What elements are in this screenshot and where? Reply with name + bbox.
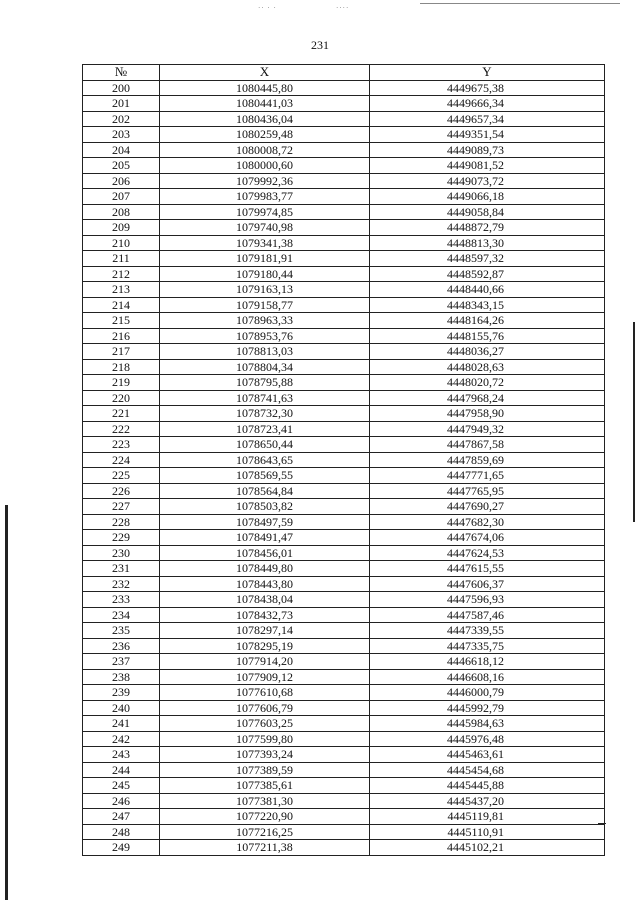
point-number-cell: 243 [83, 747, 160, 763]
table-row [83, 80, 605, 96]
point-number-cell: 225 [83, 468, 160, 484]
table-row [83, 189, 605, 205]
point-number-cell: 204 [83, 142, 160, 158]
table-row [83, 111, 605, 127]
point-number-cell: 248 [83, 824, 160, 840]
x-coordinate-cell: 1078443,80 [160, 576, 370, 592]
table-row [83, 235, 605, 251]
point-number-cell: 216 [83, 328, 160, 344]
y-coordinate-cell: 4447859,69 [370, 452, 605, 468]
y-coordinate-cell: 4447968,24 [370, 390, 605, 406]
table-row [83, 716, 605, 732]
point-number-cell: 237 [83, 654, 160, 670]
point-number-cell: 249 [83, 840, 160, 856]
coordinates-table [82, 64, 605, 856]
table-row [83, 824, 605, 840]
column-header-number: № [83, 65, 160, 81]
x-coordinate-cell: 1077220,90 [160, 809, 370, 825]
x-coordinate-cell: 1078723,41 [160, 421, 370, 437]
x-coordinate-cell: 1080445,80 [160, 80, 370, 96]
table-row [83, 266, 605, 282]
scan-noise-top-right: ···· [336, 4, 350, 12]
table-header-row [83, 65, 605, 81]
point-number-cell: 244 [83, 762, 160, 778]
y-coordinate-cell: 4447339,55 [370, 623, 605, 639]
x-coordinate-cell: 1078732,30 [160, 406, 370, 422]
point-number-cell: 201 [83, 96, 160, 112]
point-number-cell: 211 [83, 251, 160, 267]
y-coordinate-cell: 4449657,34 [370, 111, 605, 127]
y-coordinate-cell: 4445976,48 [370, 731, 605, 747]
table-row [83, 793, 605, 809]
point-number-cell: 233 [83, 592, 160, 608]
x-coordinate-cell: 1079992,36 [160, 173, 370, 189]
y-coordinate-cell: 4448028,63 [370, 359, 605, 375]
x-coordinate-cell: 1078813,03 [160, 344, 370, 360]
table-row [83, 344, 605, 360]
point-number-cell: 220 [83, 390, 160, 406]
point-number-cell: 218 [83, 359, 160, 375]
table-row [83, 158, 605, 174]
point-number-cell: 232 [83, 576, 160, 592]
table-body [83, 80, 605, 855]
y-coordinate-cell: 4445437,20 [370, 793, 605, 809]
y-coordinate-cell: 4448440,66 [370, 282, 605, 298]
y-coordinate-cell: 4448020,72 [370, 375, 605, 391]
table-row [83, 173, 605, 189]
x-coordinate-cell: 1079341,38 [160, 235, 370, 251]
table-row [83, 762, 605, 778]
x-coordinate-cell: 1079180,44 [160, 266, 370, 282]
x-coordinate-cell: 1078297,14 [160, 623, 370, 639]
point-number-cell: 227 [83, 499, 160, 515]
table-row [83, 204, 605, 220]
y-coordinate-cell: 4446000,79 [370, 685, 605, 701]
point-number-cell: 247 [83, 809, 160, 825]
y-coordinate-cell: 4445454,68 [370, 762, 605, 778]
point-number-cell: 226 [83, 483, 160, 499]
y-coordinate-cell: 4447335,75 [370, 638, 605, 654]
point-number-cell: 209 [83, 220, 160, 236]
table-row [83, 313, 605, 329]
x-coordinate-cell: 1077599,80 [160, 731, 370, 747]
x-coordinate-cell: 1078503,82 [160, 499, 370, 515]
x-coordinate-cell: 1077610,68 [160, 685, 370, 701]
y-coordinate-cell: 4445445,88 [370, 778, 605, 794]
x-coordinate-cell: 1078650,44 [160, 437, 370, 453]
point-number-cell: 213 [83, 282, 160, 298]
y-coordinate-cell: 4448597,32 [370, 251, 605, 267]
table-row [83, 282, 605, 298]
point-number-cell: 228 [83, 514, 160, 530]
x-coordinate-cell: 1078804,34 [160, 359, 370, 375]
y-coordinate-cell: 4447674,06 [370, 530, 605, 546]
x-coordinate-cell: 1078491,47 [160, 530, 370, 546]
point-number-cell: 224 [83, 452, 160, 468]
point-number-cell: 221 [83, 406, 160, 422]
y-coordinate-cell: 4447867,58 [370, 437, 605, 453]
table-row [83, 685, 605, 701]
table-row [83, 359, 605, 375]
point-number-cell: 202 [83, 111, 160, 127]
y-coordinate-cell: 4447690,27 [370, 499, 605, 515]
table-row [83, 297, 605, 313]
x-coordinate-cell: 1078497,59 [160, 514, 370, 530]
scan-edge-right [633, 322, 635, 522]
x-coordinate-cell: 1080008,72 [160, 142, 370, 158]
point-number-cell: 245 [83, 778, 160, 794]
x-coordinate-cell: 1077381,30 [160, 793, 370, 809]
y-coordinate-cell: 4448872,79 [370, 220, 605, 236]
x-coordinate-cell: 1080259,48 [160, 127, 370, 143]
point-number-cell: 210 [83, 235, 160, 251]
x-coordinate-cell: 1078643,65 [160, 452, 370, 468]
x-coordinate-cell: 1078795,88 [160, 375, 370, 391]
table-row [83, 514, 605, 530]
x-coordinate-cell: 1079181,91 [160, 251, 370, 267]
x-coordinate-cell: 1079158,77 [160, 297, 370, 313]
x-coordinate-cell: 1078449,80 [160, 561, 370, 577]
y-coordinate-cell: 4448813,30 [370, 235, 605, 251]
table-row [83, 669, 605, 685]
x-coordinate-cell: 1077216,25 [160, 824, 370, 840]
point-number-cell: 239 [83, 685, 160, 701]
y-coordinate-cell: 4447615,55 [370, 561, 605, 577]
y-coordinate-cell: 4449081,52 [370, 158, 605, 174]
table-row [83, 731, 605, 747]
y-coordinate-cell: 4449351,54 [370, 127, 605, 143]
y-coordinate-cell: 4449675,38 [370, 80, 605, 96]
y-coordinate-cell: 4447596,93 [370, 592, 605, 608]
table-row [83, 468, 605, 484]
point-number-cell: 236 [83, 638, 160, 654]
y-coordinate-cell: 4445110,91 [370, 824, 605, 840]
x-coordinate-cell: 1077211,38 [160, 840, 370, 856]
table-row [83, 421, 605, 437]
x-coordinate-cell: 1078564,84 [160, 483, 370, 499]
table-row [83, 328, 605, 344]
table-row [83, 406, 605, 422]
x-coordinate-cell: 1078741,63 [160, 390, 370, 406]
y-coordinate-cell: 4445463,61 [370, 747, 605, 763]
table-row [83, 390, 605, 406]
x-coordinate-cell: 1080441,03 [160, 96, 370, 112]
point-number-cell: 219 [83, 375, 160, 391]
column-header-y: Y [370, 65, 605, 81]
x-coordinate-cell: 1078295,19 [160, 638, 370, 654]
point-number-cell: 229 [83, 530, 160, 546]
x-coordinate-cell: 1080000,60 [160, 158, 370, 174]
point-number-cell: 230 [83, 545, 160, 561]
table-row [83, 545, 605, 561]
point-number-cell: 231 [83, 561, 160, 577]
table-row [83, 437, 605, 453]
point-number-cell: 238 [83, 669, 160, 685]
table-row [83, 623, 605, 639]
table-row [83, 530, 605, 546]
x-coordinate-cell: 1077909,12 [160, 669, 370, 685]
point-number-cell: 205 [83, 158, 160, 174]
table-row [83, 809, 605, 825]
point-number-cell: 240 [83, 700, 160, 716]
point-number-cell: 234 [83, 607, 160, 623]
table-row [83, 483, 605, 499]
scan-line-top [420, 3, 620, 4]
y-coordinate-cell: 4449066,18 [370, 189, 605, 205]
table-row [83, 638, 605, 654]
y-coordinate-cell: 4447682,30 [370, 514, 605, 530]
x-coordinate-cell: 1078953,76 [160, 328, 370, 344]
y-coordinate-cell: 4447606,37 [370, 576, 605, 592]
y-coordinate-cell: 4449058,84 [370, 204, 605, 220]
table-row [83, 747, 605, 763]
point-number-cell: 214 [83, 297, 160, 313]
point-number-cell: 212 [83, 266, 160, 282]
point-number-cell: 203 [83, 127, 160, 143]
table-row [83, 576, 605, 592]
y-coordinate-cell: 4447771,65 [370, 468, 605, 484]
x-coordinate-cell: 1077603,25 [160, 716, 370, 732]
point-number-cell: 235 [83, 623, 160, 639]
y-coordinate-cell: 4448164,26 [370, 313, 605, 329]
y-coordinate-cell: 4446608,16 [370, 669, 605, 685]
y-coordinate-cell: 4448036,27 [370, 344, 605, 360]
x-coordinate-cell: 1080436,04 [160, 111, 370, 127]
point-number-cell: 242 [83, 731, 160, 747]
table-row [83, 654, 605, 670]
y-coordinate-cell: 4447958,90 [370, 406, 605, 422]
point-number-cell: 207 [83, 189, 160, 205]
table-row [83, 592, 605, 608]
x-coordinate-cell: 1077606,79 [160, 700, 370, 716]
y-coordinate-cell: 4447765,95 [370, 483, 605, 499]
x-coordinate-cell: 1077914,20 [160, 654, 370, 670]
y-coordinate-cell: 4449666,34 [370, 96, 605, 112]
y-coordinate-cell: 4445119,81 [370, 809, 605, 825]
table-row [83, 840, 605, 856]
x-coordinate-cell: 1078456,01 [160, 545, 370, 561]
y-coordinate-cell: 4449089,73 [370, 142, 605, 158]
table-row [83, 375, 605, 391]
point-number-cell: 241 [83, 716, 160, 732]
scan-noise-top: ·· · · [258, 4, 277, 12]
page-number: 231 [311, 38, 329, 52]
y-coordinate-cell: 4448343,15 [370, 297, 605, 313]
point-number-cell: 208 [83, 204, 160, 220]
table-row [83, 607, 605, 623]
y-coordinate-cell: 4445102,21 [370, 840, 605, 856]
table-row [83, 499, 605, 515]
x-coordinate-cell: 1077385,61 [160, 778, 370, 794]
table-row [83, 127, 605, 143]
y-coordinate-cell: 4447624,53 [370, 545, 605, 561]
x-coordinate-cell: 1079974,85 [160, 204, 370, 220]
table-row [83, 251, 605, 267]
y-coordinate-cell: 4449073,72 [370, 173, 605, 189]
y-coordinate-cell: 4445984,63 [370, 716, 605, 732]
table-row [83, 96, 605, 112]
point-number-cell: 223 [83, 437, 160, 453]
point-number-cell: 217 [83, 344, 160, 360]
point-number-cell: 206 [83, 173, 160, 189]
y-coordinate-cell: 4445992,79 [370, 700, 605, 716]
column-header-x: X [160, 65, 370, 81]
table-row [83, 142, 605, 158]
table-row [83, 700, 605, 716]
x-coordinate-cell: 1079740,98 [160, 220, 370, 236]
point-number-cell: 215 [83, 313, 160, 329]
point-number-cell: 246 [83, 793, 160, 809]
x-coordinate-cell: 1079983,77 [160, 189, 370, 205]
table-row [83, 561, 605, 577]
table-row [83, 778, 605, 794]
y-coordinate-cell: 4448592,87 [370, 266, 605, 282]
table-row [83, 452, 605, 468]
scan-dash-right [598, 823, 606, 824]
x-coordinate-cell: 1077393,24 [160, 747, 370, 763]
x-coordinate-cell: 1078432,73 [160, 607, 370, 623]
scan-edge-left [5, 505, 8, 900]
x-coordinate-cell: 1077389,59 [160, 762, 370, 778]
point-number-cell: 200 [83, 80, 160, 96]
x-coordinate-cell: 1078963,33 [160, 313, 370, 329]
x-coordinate-cell: 1079163,13 [160, 282, 370, 298]
x-coordinate-cell: 1078569,55 [160, 468, 370, 484]
table-row [83, 220, 605, 236]
y-coordinate-cell: 4447949,32 [370, 421, 605, 437]
y-coordinate-cell: 4447587,46 [370, 607, 605, 623]
point-number-cell: 222 [83, 421, 160, 437]
y-coordinate-cell: 4446618,12 [370, 654, 605, 670]
x-coordinate-cell: 1078438,04 [160, 592, 370, 608]
y-coordinate-cell: 4448155,76 [370, 328, 605, 344]
